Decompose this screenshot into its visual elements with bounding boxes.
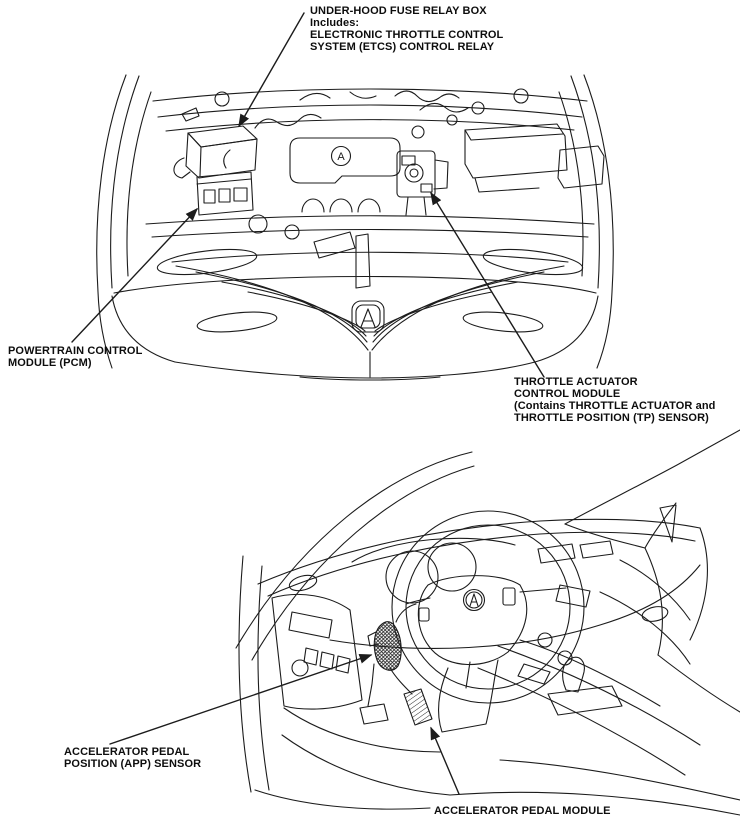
- app-sensor-label: [64, 746, 201, 770]
- throttle-actuator-label: [514, 376, 716, 424]
- fuse-relay-box-label: [310, 5, 503, 53]
- engine-bay-illustration: [72, 13, 613, 380]
- fuse-relay-box-label-line4: SYSTEM (ETCS) CONTROL RELAY: [310, 41, 495, 53]
- throttle-actuator-label-line4: THROTTLE POSITION (TP) SENSOR): [514, 412, 709, 424]
- leader-line-fuse-relay-box: [239, 13, 304, 126]
- fuse-relay-box-drawing: [186, 126, 257, 178]
- interior-leader-lines: [110, 655, 459, 794]
- leader-line-pedal-module: [431, 728, 459, 794]
- throttle-actuator-drawing: [397, 151, 448, 215]
- app-sensor-label-line2: POSITION (APP) SENSOR: [64, 758, 202, 770]
- leader-line-pcm: [72, 209, 197, 342]
- throttle-actuator-label-line3: (Contains THROTTLE ACTUATOR and: [514, 400, 716, 412]
- pcm-label: [8, 345, 142, 369]
- cabin-structure: [236, 430, 740, 815]
- fuse-relay-box-label-line2: Includes:: [310, 17, 360, 29]
- fuse-relay-box-label-line1: UNDER-HOOD FUSE RELAY BOX: [310, 5, 487, 17]
- leader-line-throttle-actuator: [431, 193, 544, 377]
- pcm-label-line1: POWERTRAIN CONTROL: [8, 345, 143, 357]
- pcm-label-line2: MODULE (PCM): [8, 357, 92, 369]
- throttle-actuator-label-line1: THROTTLE ACTUATOR: [514, 376, 638, 388]
- brake-pedal-drawing: [360, 664, 388, 724]
- steering-wheel-emblem: [464, 590, 485, 611]
- accelerator-pedal-module-label-line1: ACCELERATOR PEDAL MODULE: [434, 805, 611, 817]
- engine-and-components: [224, 91, 604, 288]
- leader-line-app-sensor: [110, 655, 371, 744]
- app-sensor-label-line1: ACCELERATOR PEDAL: [64, 746, 190, 758]
- accelerator-pedal-module-label: [434, 805, 611, 817]
- vehicle-front-body: [97, 75, 614, 380]
- interior-illustration: [110, 430, 740, 815]
- engine-bay-leader-lines: [72, 13, 544, 377]
- engine-cover-emblem-letter: A: [337, 151, 345, 163]
- engine-cover-emblem: [332, 147, 351, 166]
- fuse-relay-box-label-line3: ELECTRONIC THROTTLE CONTROL: [310, 29, 504, 41]
- throttle-actuator-label-line2: CONTROL MODULE: [514, 388, 621, 400]
- accelerator-pedal-drawing: [390, 668, 432, 725]
